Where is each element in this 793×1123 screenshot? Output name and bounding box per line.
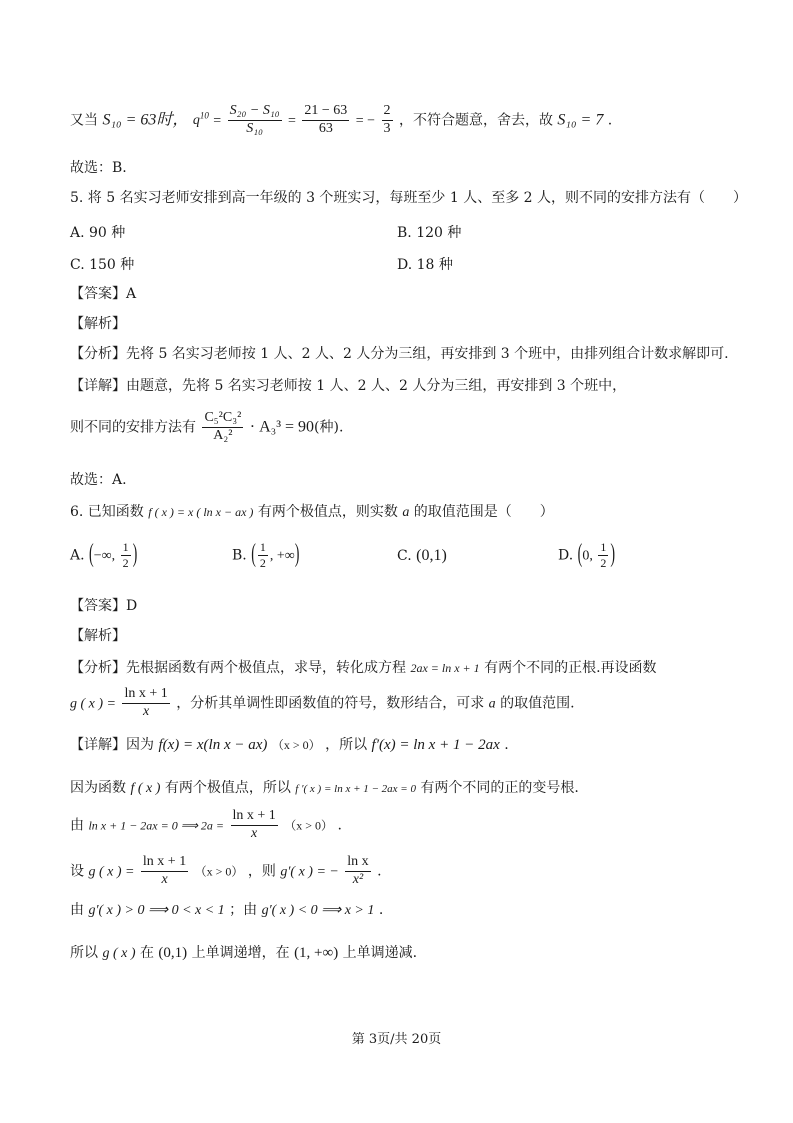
den: 2 bbox=[122, 556, 129, 570]
q6-option-b bbox=[232, 540, 299, 571]
q6-fenxi-cont bbox=[70, 686, 575, 721]
period: . bbox=[504, 737, 509, 753]
f-math: f ( x ) bbox=[130, 781, 161, 796]
fraction-3-num: 2 bbox=[382, 103, 393, 121]
fraction-2-num: 21 − 63 bbox=[302, 103, 349, 121]
equation-math: f ′( x ) = ln x + 1 − 2ax = 0 bbox=[295, 783, 416, 795]
q5-fenxi: 【分析】先将 5 名实习老师按 1 人、2 人、2 人分为三组，再安排到 3 个班中，由排列组合计数求解即可. bbox=[70, 346, 729, 362]
text: 6. 已知函数 bbox=[70, 504, 144, 520]
equals: = bbox=[213, 113, 222, 129]
equation-math: ln x + 1 − 2ax = 0 ⟹ 2a = bbox=[88, 818, 225, 833]
inequality-1: g′( x ) > 0 ⟹ 0 < x < 1 bbox=[88, 903, 225, 918]
text: 所以 bbox=[70, 945, 98, 961]
num: ln x + 1 bbox=[231, 808, 278, 826]
q6-fenxi bbox=[70, 660, 657, 677]
option-label: A. bbox=[70, 547, 85, 564]
text: 上单调递减. bbox=[342, 945, 418, 961]
q5-option-d: D. 18 种 bbox=[397, 257, 453, 273]
num: 1 bbox=[122, 540, 129, 554]
option-expr: , +∞ bbox=[269, 548, 295, 564]
inequality-2: g′( x ) < 0 ⟹ x > 1 bbox=[261, 903, 375, 918]
q6-line3 bbox=[70, 808, 342, 843]
option-expr: −∞, bbox=[93, 548, 119, 564]
q6-xiangjie bbox=[70, 736, 509, 754]
text: 有两个不同的正的变号根. bbox=[420, 780, 579, 796]
q-power bbox=[192, 110, 209, 129]
q-exponent: 10 bbox=[199, 110, 209, 121]
combination-num: C₅²C₃² bbox=[202, 410, 243, 428]
paren-left: ( bbox=[89, 540, 94, 569]
period: . bbox=[377, 863, 382, 880]
equation-math: 2ax = ln x + 1 bbox=[410, 661, 480, 675]
gprime-def: g′( x ) = − bbox=[280, 864, 339, 880]
text: 由 bbox=[70, 817, 84, 834]
q6-line5 bbox=[70, 902, 383, 920]
q5-option-c: C. 150 种 bbox=[70, 257, 135, 273]
text: 【分析】先根据函数有两个极值点，求导，转化成方程 bbox=[70, 660, 406, 676]
domain-cond: （x > 0） bbox=[284, 818, 334, 833]
paren-right: ) bbox=[610, 540, 615, 569]
text: 又当 bbox=[70, 112, 98, 129]
answer-label: 【答案】 bbox=[70, 286, 126, 302]
half-fraction bbox=[258, 540, 268, 571]
paren-right: ) bbox=[132, 540, 138, 569]
option-label: D. bbox=[558, 547, 574, 564]
interval-2: (1, +∞) bbox=[294, 945, 339, 961]
combination-den: A₂² bbox=[213, 427, 233, 443]
num: ln x + 1 bbox=[122, 686, 169, 704]
var-a: a bbox=[402, 505, 410, 520]
choose-b: 故选：B. bbox=[70, 160, 127, 176]
fraction bbox=[345, 854, 370, 889]
fraction-2-den: 63 bbox=[318, 120, 333, 136]
fraction-2 bbox=[302, 103, 349, 138]
fraction-1 bbox=[228, 103, 282, 138]
period: . bbox=[337, 817, 342, 834]
result-math: S₁₀ = 7 bbox=[557, 111, 604, 129]
num: 1 bbox=[259, 540, 266, 554]
interval-1: (0,1) bbox=[158, 945, 188, 961]
fraction-3 bbox=[382, 103, 393, 138]
q6-analysis-label: 【解析】 bbox=[70, 628, 126, 644]
text: 在 bbox=[139, 945, 154, 961]
text: 由 bbox=[70, 902, 84, 918]
text: 有两个极值点，所以 bbox=[164, 780, 291, 796]
intro-line bbox=[70, 103, 612, 138]
q6-line6 bbox=[70, 944, 417, 963]
q5-choose: 故选：A. bbox=[70, 472, 127, 488]
unit: (种). bbox=[314, 419, 344, 436]
text: 的取值范围是（ ） bbox=[413, 504, 554, 520]
domain-cond: （x > 0） bbox=[271, 738, 321, 752]
period: . bbox=[607, 112, 613, 129]
text: ，不符合题意，舍去，故 bbox=[398, 112, 553, 129]
g-def: g ( x ) = bbox=[88, 864, 135, 880]
q6-option-a bbox=[70, 540, 137, 571]
text: 上单调递增，在 bbox=[191, 945, 290, 961]
fraction-3-den: 3 bbox=[383, 120, 391, 136]
fraction-1-den: S₁₀ bbox=[246, 120, 263, 136]
num: ln x bbox=[345, 854, 370, 872]
fraction bbox=[231, 808, 278, 843]
q5-option-b: B. 120 种 bbox=[397, 225, 462, 241]
f-math: f(x) = x(ln x − ax) bbox=[158, 737, 268, 753]
q5-answer bbox=[70, 286, 136, 303]
paren-left: ( bbox=[251, 540, 256, 569]
num: 1 bbox=[600, 540, 607, 554]
text: 【详解】因为 bbox=[70, 737, 154, 753]
combination-tail: · A₃³ = 90 bbox=[249, 418, 315, 436]
den: 2 bbox=[259, 556, 266, 570]
paren-right: ) bbox=[294, 540, 300, 569]
fraction-1-num: S₂₀ − S₁₀ bbox=[228, 103, 282, 121]
text: 有两个不同的正根.再设函数 bbox=[484, 660, 657, 676]
option-expr: 0, bbox=[582, 548, 597, 564]
den: 2 bbox=[600, 556, 607, 570]
q6-line2 bbox=[70, 780, 579, 798]
q5-xiangjie: 【详解】由题意，先将 5 名实习老师按 1 人、2 人、2 人分为三组，再安排到 3 个班中， bbox=[70, 378, 627, 394]
text: ；由 bbox=[229, 902, 258, 918]
text: 有两个极值点，则实数 bbox=[257, 504, 398, 520]
q6-stem bbox=[70, 504, 554, 522]
q5-option-a: A. 90 种 bbox=[70, 225, 126, 241]
combination-fraction bbox=[202, 410, 243, 445]
q5-analysis-label: 【解析】 bbox=[70, 316, 126, 332]
text: 的取值范围. bbox=[500, 695, 575, 712]
q5-result bbox=[70, 410, 343, 445]
equals-3: = − bbox=[355, 113, 376, 129]
g-fraction bbox=[122, 686, 169, 721]
page-footer: 第 3页/共 20页 bbox=[351, 1032, 442, 1047]
domain-cond: （x > 0） bbox=[194, 864, 244, 879]
period: . bbox=[378, 902, 384, 918]
den: x bbox=[251, 825, 258, 841]
paren-left: ( bbox=[577, 540, 583, 569]
g-def: g ( x ) = bbox=[70, 696, 116, 712]
option-label: C. bbox=[397, 548, 412, 564]
equals-2: = bbox=[288, 113, 296, 129]
text: 则不同的安排方法有 bbox=[70, 419, 196, 436]
q6-option-d bbox=[558, 540, 615, 571]
text: ，则 bbox=[247, 863, 276, 880]
g-math: g ( x ) bbox=[102, 946, 136, 961]
fraction bbox=[141, 854, 188, 889]
text: 设 bbox=[70, 863, 84, 880]
text: ，分析其单调性即函数值的符号，数形结合，可求 bbox=[176, 695, 485, 712]
text: 因为函数 bbox=[70, 780, 126, 796]
answer-value: D bbox=[126, 598, 138, 614]
answer-label: 【答案】 bbox=[70, 598, 126, 614]
den: x bbox=[142, 703, 150, 719]
condition-math: S₁₀ = 63时， bbox=[102, 111, 189, 129]
option-label: B. bbox=[232, 547, 247, 564]
function-math: f ( x ) = x ( ln x − ax ) bbox=[148, 505, 254, 519]
answer-value: A bbox=[126, 286, 137, 302]
q6-line4 bbox=[70, 854, 382, 889]
q-symbol: q bbox=[192, 113, 200, 129]
q6-answer bbox=[70, 598, 137, 615]
den: x² bbox=[352, 871, 364, 887]
text: ，所以 bbox=[325, 737, 368, 753]
den: x bbox=[161, 871, 168, 887]
q6-option-c bbox=[397, 547, 447, 565]
num: ln x + 1 bbox=[141, 854, 188, 872]
var-a: a bbox=[488, 696, 496, 712]
option-expr: (0,1) bbox=[416, 547, 447, 564]
fprime-math: f′(x) = ln x + 1 − 2ax bbox=[371, 737, 500, 753]
q5-stem: 5. 将 5 名实习老师安排到高一年级的 3 个班实习，每班至少 1 人、至多 2 人，则不同的安排方法有（ ） bbox=[70, 190, 748, 206]
half-fraction bbox=[121, 540, 131, 571]
half-fraction bbox=[598, 540, 608, 571]
